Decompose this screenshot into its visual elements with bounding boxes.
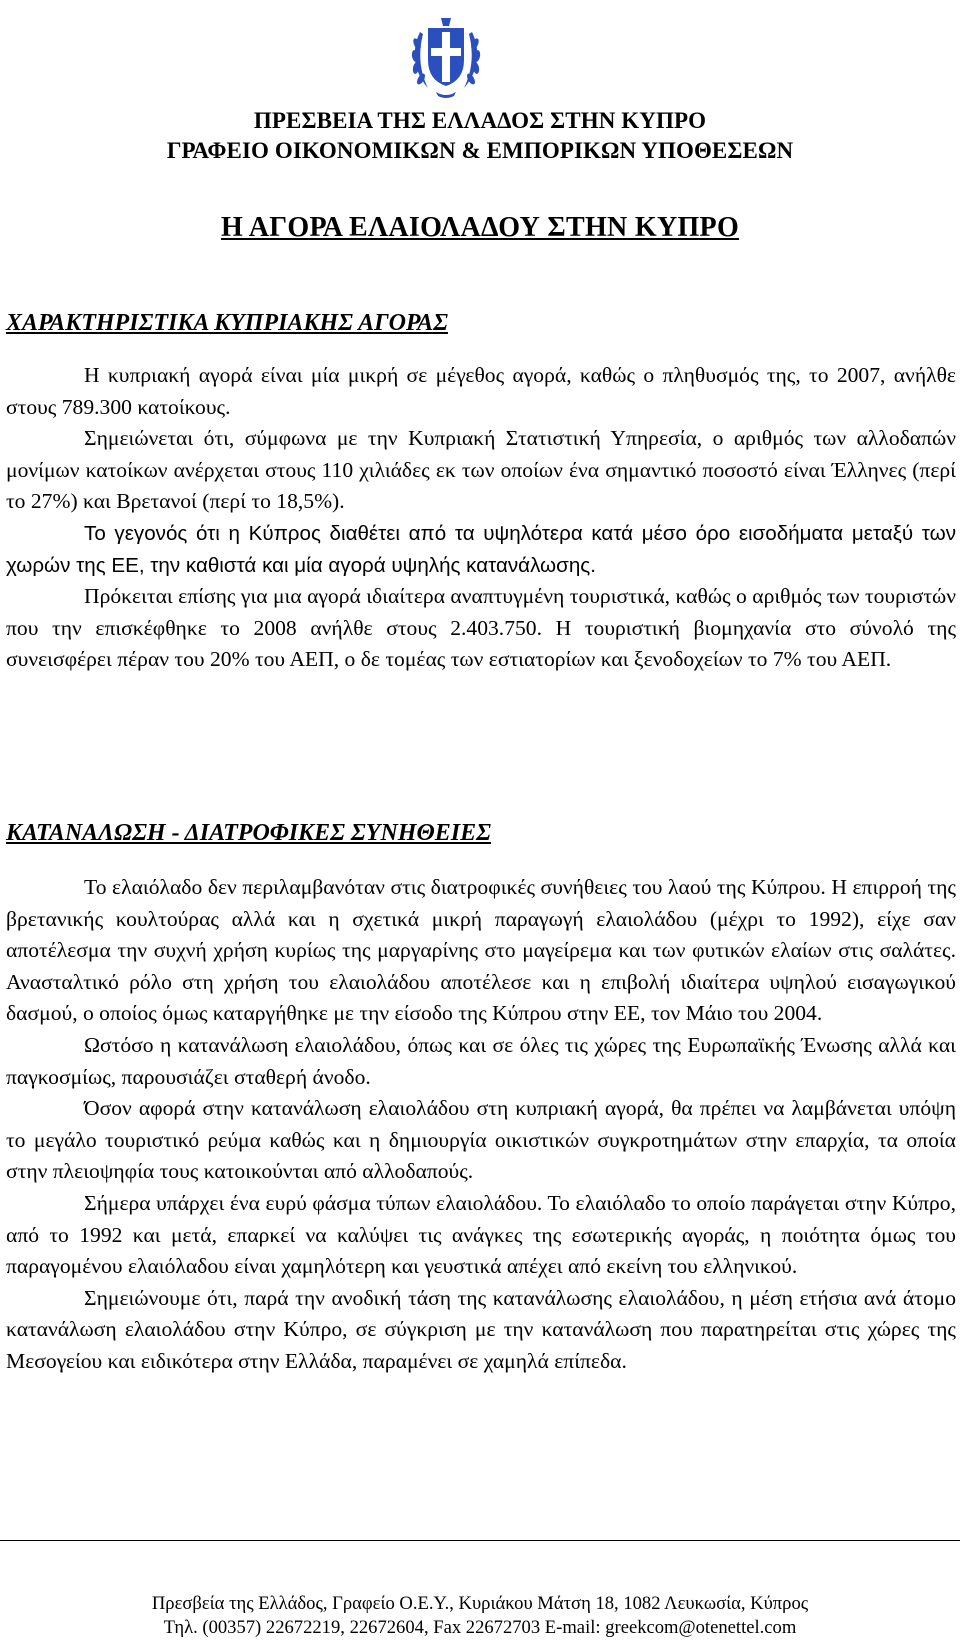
paragraph: Σημειώνεται ότι, σύμφωνα με την Κυπριακή Στατιστική Υπηρεσία, ο αριθμός των αλλοδαπών μονίμων κατοίκων ανέρχεται στους 110 χιλιάδες εκ των οποίων ένα σημαντικό ποσοστό είναι Έλληνες (περί το 27%) και Βρετανοί (περί το 18,5%).	[6, 426, 956, 514]
page-title: Η ΑΓΟΡΑ ΕΛΑΙΟΛΑΔΟΥ ΣΤΗΝ ΚΥΠΡΟ	[220, 212, 740, 243]
section-heading-consumption-habits: ΚΑΤΑΝΑΛΩΣΗ - ΔΙΑΤΡΟΦΙΚΕΣ ΣΥΝΗΘΕΙΕΣ	[6, 820, 491, 846]
paragraph: Πρόκειται επίσης για μια αγορά ιδιαίτερα αναπτυγμένη τουριστικά, καθώς ο αριθμός των τουριστών που την επισκέφθηκε το 2008 ανήλθε στους 2.403.750. Η τουριστική βιομηχανία στο σύνολό της συνεισφέρει πέραν του 20% του ΑΕΠ, ο δε τομέας των εστιατορίων και ξενοδοχείων το 7% του ΑΕΠ.	[6, 584, 956, 672]
paragraph: Όσον αφορά στην κατανάλωση ελαιολάδου στη κυπριακή αγορά, θα πρέπει να λαμβάνεται υπόψη το μεγάλο τουριστικό ρεύμα καθώς και η δημιουργία οικιστικών συγκροτημάτων στην επαρχία, τα οποία στην πλειοψηφία τους κατοικούνται από αλλοδαπούς.	[6, 1096, 956, 1184]
paragraph: Η κυπριακή αγορά είναι μία μικρή σε μέγεθος αγορά, καθώς ο πληθυσμός της, το 2007, ανήλθε στους 789.300 κατοίκους.	[6, 363, 956, 419]
footer-address: Πρεσβεία της Ελλάδος, Γραφείο Ο.Ε.Υ., Κυριάκου Μάτση 18, 1082 Λευκωσία, Κύπρος	[151, 1593, 809, 1614]
paragraph: Σήμερα υπάρχει ένα ευρύ φάσμα τύπων ελαιολάδου. Το ελαιόλαδο το οποίο παράγεται στην Κύπρο, από το 1992 και μετά, επαρκεί να καλύψει τις ανάγκες της εσωτερικής αγοράς, η ποιότητα όμως του παραγομένου ελαιόλαδου είναι χαμηλότερη και γευστικά απέχει από εκείνη του ελληνικού.	[6, 1190, 956, 1279]
paragraph: Το γεγονός ότι η Κύπρος διαθέτει από τα υψηλότερα κατά μέσο όρο εισοδήματα μεταξύ των χωρών της ΕΕ, την καθιστά και μία αγορά υψηλής κατανάλωσης.	[6, 521, 956, 577]
footer-divider	[0, 1540, 960, 1541]
office-heading: ΓΡΑΦΕΙΟ ΟΙΚΟΝΟΜΙΚΩΝ & ΕΜΠΟΡΙΚΩΝ ΥΠΟΘΕΣΕΩΝ	[166, 138, 794, 163]
greek-coat-of-arms-icon	[406, 14, 486, 100]
embassy-heading: ΠΡΕΣΒΕΙΑ ΤΗΣ ΕΛΛΑΔΟΣ ΣΤΗΝ ΚΥΠΡΟ	[253, 108, 707, 133]
market-characteristics-text	[6, 360, 956, 676]
consumption-habits-text	[6, 872, 956, 1378]
paragraph: Το ελαιόλαδο δεν περιλαμβανόταν στις διατροφικές συνήθειες του λαού της Κύπρου. Η επιρροή της βρετανικής κουλτούρας αλλά και η σχετικά μικρή παραγωγή ελαιολάδου (μέχρι το 1992), είχε σαν αποτέλεσμα την συχνή χρήση κυρίως της μαργαρίνης στο μαγείρεμα και των φυτικών ελαίων στις σαλάτες. Ανασταλτικό ρόλο στη χρήση του ελαιολάδου αποτέλεσε και η επιβολή ιδιαίτερα υψηλού εισαγωγικού δασμού, ο οποίος όμως καταργήθηκε με την είσοδο της Κύπρου στην ΕΕ, τον Μάιο του 2004.	[6, 875, 956, 1026]
footer-contact: Τηλ. (00357) 22672219, 22672604, Fax 22672703 E-mail: greekcom@otenettel.com	[163, 1617, 797, 1638]
paragraph: Σημειώνουμε ότι, παρά την ανοδική τάση της κατανάλωσης ελαιολάδου, η μέση ετήσια ανά άτομο κατανάλωση ελαιολάδου στην Κύπρο, σε σύγκριση με την κατανάλωση που παρατηρείται στις χώρες της Μεσογείου και ειδικότερα στην Ελλάδα, παραμένει σε χαμηλά επίπεδα.	[6, 1285, 956, 1373]
paragraph: Ωστόσο η κατανάλωση ελαιολάδου, όπως και σε όλες τις χώρες της Ευρωπαϊκής Ένωσης αλλά και παγκοσμίως, παρουσιάζει σταθερή άνοδο.	[6, 1032, 956, 1089]
section-heading-market-characteristics: ΧΑΡΑΚΤΗΡΙΣΤΙΚΑ ΚΥΠΡΙΑΚΗΣ ΑΓΟΡΑΣ	[6, 310, 448, 336]
